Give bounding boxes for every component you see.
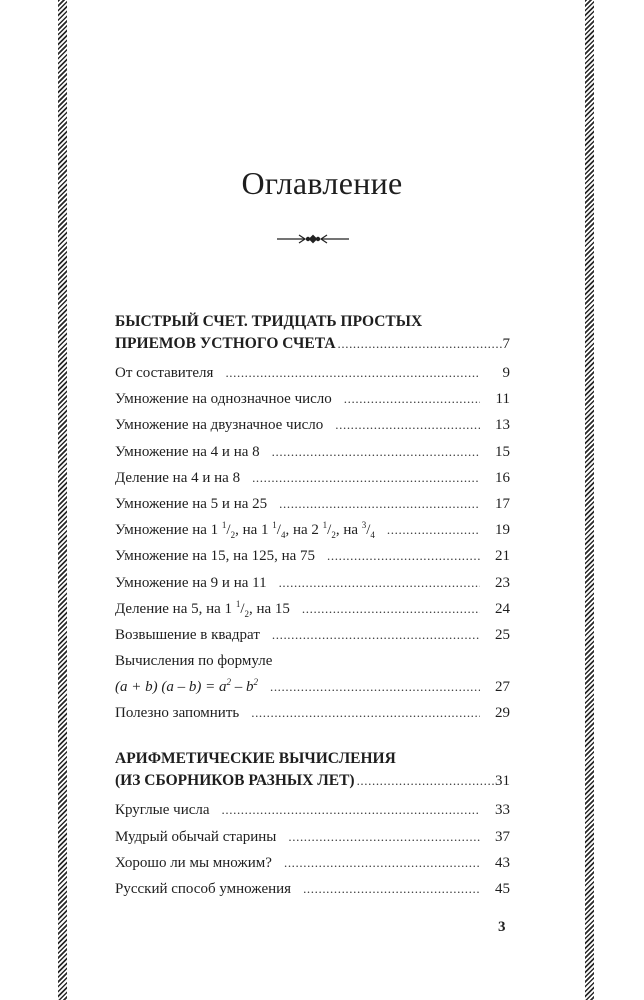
dot-leader xyxy=(327,543,480,569)
toc-entry-label: Умножение на 15, на 125, на 75 xyxy=(115,548,316,565)
dot-leader xyxy=(338,333,503,355)
page-ref: 24 xyxy=(495,600,510,617)
left-decorative-border xyxy=(58,0,67,1000)
dot-leader xyxy=(303,876,480,902)
section-heading-line1[interactable]: АРИФМЕТИЧЕСКИЕ ВЫЧИСЛЕНИЯ xyxy=(115,750,396,768)
page-ref: 45 xyxy=(495,881,510,897)
toc-entry-label: Русский способ умножения xyxy=(115,881,292,897)
toc-entry[interactable] xyxy=(115,386,510,412)
toc-entry-label: Умножение на 4 и на 8 xyxy=(115,443,260,460)
toc-entry-label: Умножение на 9 и на 11 xyxy=(115,574,267,591)
page-ref: 17 xyxy=(495,495,510,512)
dot-leader xyxy=(251,700,480,726)
page-ref: 25 xyxy=(495,626,510,643)
page-ref: 29 xyxy=(495,705,510,722)
toc-entry[interactable] xyxy=(115,543,510,569)
ornament-divider-icon xyxy=(275,231,351,247)
toc-entry[interactable] xyxy=(115,570,510,596)
toc-entry-label: Мудрый обычай старины xyxy=(115,828,277,845)
page-ref: 13 xyxy=(495,417,510,434)
dot-leader xyxy=(272,622,480,648)
dot-leader xyxy=(279,570,480,596)
page-ref: 23 xyxy=(495,574,510,591)
table-of-contents xyxy=(115,311,510,916)
toc-section-1 xyxy=(115,311,510,726)
page-ref: 31 xyxy=(495,773,510,790)
dot-leader xyxy=(222,797,480,823)
toc-entry-label: Умножение на 5 и на 25 xyxy=(115,495,268,512)
toc-entry-two-line[interactable] xyxy=(115,648,510,700)
page-ref: 33 xyxy=(495,802,510,819)
page-ref: 7 xyxy=(502,336,510,352)
toc-entry-label: Полезно запомнить xyxy=(115,705,240,722)
toc-entry[interactable] xyxy=(115,824,510,850)
toc-entry-label: Хорошо ли мы множим? xyxy=(115,854,272,871)
page-ref: 37 xyxy=(495,828,510,845)
toc-entry[interactable] xyxy=(115,465,510,491)
page-ref: 27 xyxy=(495,679,510,696)
dot-leader xyxy=(279,491,480,517)
page-ref: 9 xyxy=(502,365,510,381)
page-ref: 16 xyxy=(495,469,510,486)
toc-entry-label: Деление на 5, на 1 $^1/_2$, на 15 xyxy=(115,598,290,619)
section-heading-row[interactable] xyxy=(115,770,510,792)
toc-entry-label: Возвышение в квадрат xyxy=(115,626,260,643)
page-ref: 19 xyxy=(495,522,510,539)
page-ref: 11 xyxy=(495,391,510,408)
toc-entry-label: От составителя xyxy=(115,365,214,381)
toc-entry-formula-row xyxy=(115,674,510,700)
page-number: 3 xyxy=(498,919,506,935)
dot-leader xyxy=(270,674,480,700)
section-heading-line1[interactable]: БЫСТРЫЙ СЧЕТ. ТРИДЦАТЬ ПРОСТЫХ xyxy=(115,313,423,330)
dot-leader xyxy=(288,824,480,850)
right-decorative-border xyxy=(585,0,594,1000)
toc-entry[interactable] xyxy=(115,360,510,386)
toc-entry-label: Умножение на двузначное число xyxy=(115,417,324,434)
page-title: Оглавление xyxy=(241,165,403,201)
formula-text: (a + b) $(a - b) = a^2 - b^2$ xyxy=(115,677,258,696)
section-heading-row[interactable] xyxy=(115,333,510,355)
toc-entry[interactable] xyxy=(115,622,510,648)
page-ref: 43 xyxy=(495,854,510,871)
page-ref: 15 xyxy=(495,443,510,460)
toc-entry[interactable] xyxy=(115,797,510,823)
toc-entry[interactable] xyxy=(115,850,510,876)
toc-entry-label: Умножение на однозначное число xyxy=(115,391,332,408)
section-heading-line2: (ИЗ СБОРНИКОВ РАЗНЫХ ЛЕТ) xyxy=(115,772,355,790)
toc-entry-label: Деление на 4 и на 8 xyxy=(115,469,241,486)
page-ref: 21 xyxy=(495,548,510,565)
toc-entry[interactable] xyxy=(115,700,510,726)
dot-leader xyxy=(344,386,480,412)
dot-leader xyxy=(252,465,480,491)
toc-entry-label: Круглые числа xyxy=(115,802,210,819)
dot-leader xyxy=(225,360,480,386)
dot-leader xyxy=(357,770,495,792)
toc-entry[interactable] xyxy=(115,517,510,543)
toc-entry[interactable] xyxy=(115,412,510,438)
toc-entry[interactable] xyxy=(115,596,510,622)
toc-entry[interactable] xyxy=(115,439,510,465)
dot-leader xyxy=(387,517,480,543)
dot-leader xyxy=(302,596,480,622)
toc-section-2 xyxy=(115,748,510,902)
dot-leader xyxy=(335,412,480,438)
dot-leader xyxy=(284,850,480,876)
toc-entry-label: Умножение на 1 $^1/_2$, на 1 $^1/_4$, на 2 $^1/_2$, на $^3/_4$ xyxy=(115,520,375,541)
toc-entry[interactable] xyxy=(115,876,510,902)
toc-entry[interactable] xyxy=(115,491,510,517)
section-heading-line2: ПРИЕМОВ УСТНОГО СЧЕТА xyxy=(115,335,336,352)
toc-entry-label: Вычисления по формуле xyxy=(115,653,273,670)
dot-leader xyxy=(272,439,480,465)
